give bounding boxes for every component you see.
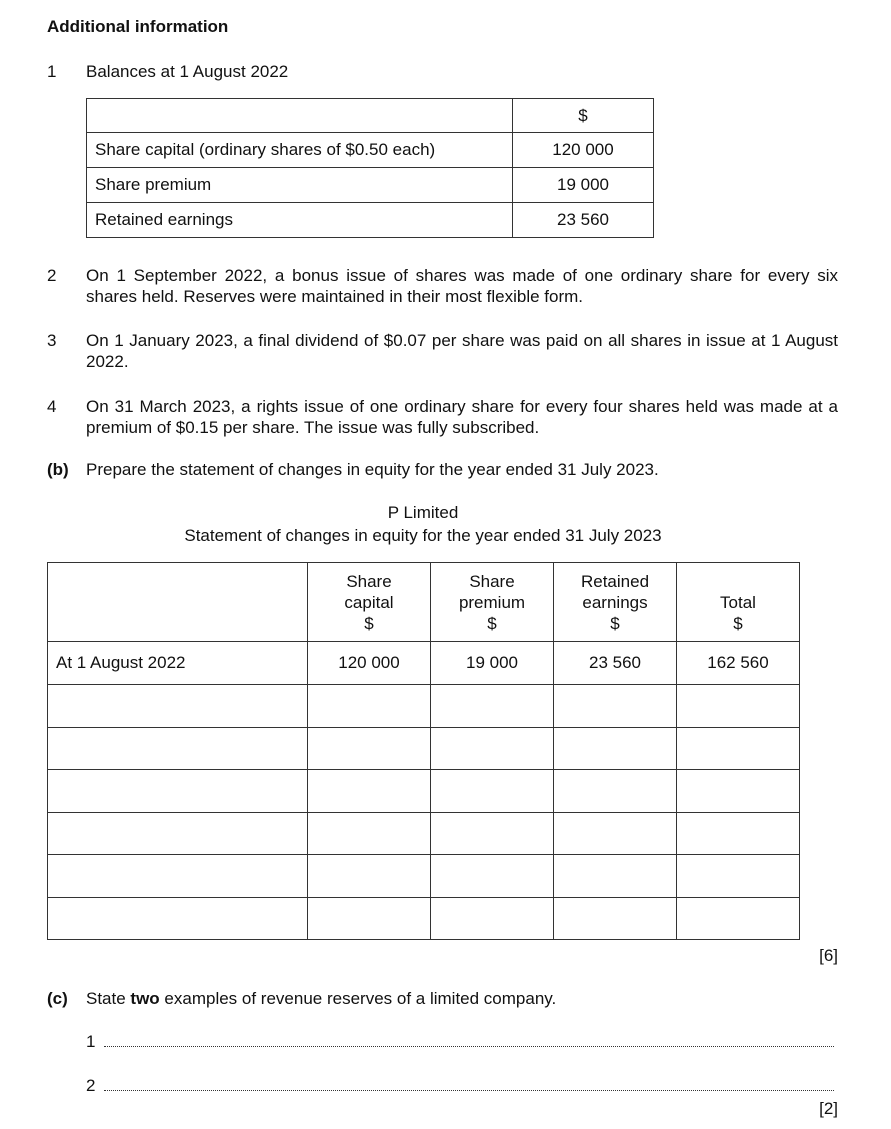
- answer-cell[interactable]: [48, 855, 308, 898]
- answer-number: 2: [86, 1076, 96, 1095]
- answer-cell[interactable]: [48, 897, 308, 940]
- col-header-line: $: [610, 613, 620, 633]
- answer-cell[interactable]: [431, 812, 554, 855]
- part-label: (b): [47, 460, 69, 479]
- answer-cell[interactable]: [308, 770, 431, 813]
- balance-label: Retained earnings: [87, 203, 513, 238]
- answer-cell[interactable]: [308, 812, 431, 855]
- answer-line-2[interactable]: [104, 1090, 834, 1091]
- question-text: Prepare the statement of changes in equity for the year ended 31 July 2023.: [86, 460, 659, 479]
- col-header-line: earnings: [582, 592, 648, 612]
- balance-value: 19 000: [513, 168, 654, 203]
- answer-cell[interactable]: [677, 812, 800, 855]
- answer-cell[interactable]: [554, 685, 677, 728]
- answer-cell[interactable]: [308, 855, 431, 898]
- balance-label: Share premium: [87, 168, 513, 203]
- item-number: 1: [47, 62, 57, 81]
- item-number: 2: [47, 266, 57, 285]
- currency-header: $: [513, 99, 654, 133]
- answer-line-1[interactable]: [104, 1046, 834, 1047]
- col-header-line: Retained: [580, 571, 650, 591]
- answer-cell[interactable]: [677, 727, 800, 770]
- balances-table: [86, 98, 654, 238]
- marks: [6]: [819, 946, 838, 965]
- answer-cell[interactable]: [308, 727, 431, 770]
- row-label: At 1 August 2022: [48, 642, 308, 685]
- text: examples of revenue reserves of a limited company.: [159, 989, 557, 1008]
- col-header-line: $: [487, 613, 497, 633]
- answer-row: [48, 897, 800, 940]
- item-number: 3: [47, 331, 57, 350]
- marks: [2]: [819, 1099, 838, 1118]
- company-name: P Limited: [387, 503, 459, 522]
- answer-cell[interactable]: [677, 770, 800, 813]
- item-text: Balances at 1 August 2022: [86, 62, 289, 81]
- col-header-line: $: [733, 613, 743, 633]
- answer-row: [48, 812, 800, 855]
- col-header-line: Share: [469, 571, 515, 591]
- answer-cell[interactable]: [677, 855, 800, 898]
- answer-cell[interactable]: [554, 727, 677, 770]
- item-text: On 31 March 2023, a rights issue of one ordinary share for every four shares held was made at a premium of $0.15 per share. The issue was fully subscribed.: [86, 397, 838, 437]
- section-heading: Additional information: [47, 17, 229, 36]
- answer-row: [48, 770, 800, 813]
- cell-value: 23 560: [554, 642, 677, 685]
- answer-row: [48, 855, 800, 898]
- answer-cell[interactable]: [554, 812, 677, 855]
- emphasis: two: [130, 989, 160, 1008]
- balance-value: 120 000: [513, 133, 654, 168]
- text: State: [86, 989, 131, 1008]
- answer-number: 1: [86, 1032, 96, 1051]
- answer-cell[interactable]: [48, 770, 308, 813]
- col-header-line: premium: [458, 592, 526, 612]
- answer-cell[interactable]: [431, 897, 554, 940]
- part-label: (c): [47, 989, 68, 1008]
- col-header-line: $: [364, 613, 374, 633]
- answer-cell[interactable]: [431, 727, 554, 770]
- col-header-line: Share: [346, 571, 392, 591]
- answer-cell[interactable]: [431, 770, 554, 813]
- cell-value: 120 000: [308, 642, 431, 685]
- cell-value: 19 000: [431, 642, 554, 685]
- answer-cell[interactable]: [48, 727, 308, 770]
- answer-row: [48, 685, 800, 728]
- item-number: 4: [47, 397, 57, 416]
- answer-row: [48, 727, 800, 770]
- answer-cell[interactable]: [308, 897, 431, 940]
- answer-cell[interactable]: [554, 770, 677, 813]
- col-header-line: capital: [344, 592, 394, 612]
- answer-cell[interactable]: [48, 812, 308, 855]
- answer-cell[interactable]: [677, 685, 800, 728]
- answer-cell[interactable]: [554, 855, 677, 898]
- answer-cell[interactable]: [48, 685, 308, 728]
- balance-value: 23 560: [513, 203, 654, 238]
- balance-label: Share capital (ordinary shares of $0.50 each): [87, 133, 513, 168]
- statement-title: Statement of changes in equity for the year ended 31 July 2023: [184, 526, 662, 545]
- cell-value: 162 560: [677, 642, 800, 685]
- question-text: [86, 988, 556, 1009]
- answer-cell[interactable]: [431, 855, 554, 898]
- answer-cell[interactable]: [431, 685, 554, 728]
- equity-statement-table: [47, 562, 800, 940]
- col-header-line: Total: [720, 592, 756, 612]
- item-text: On 1 January 2023, a final dividend of $0.07 per share was paid on all shares in issue at 1 August 2022.: [86, 331, 838, 371]
- answer-cell[interactable]: [308, 685, 431, 728]
- answer-cell[interactable]: [677, 897, 800, 940]
- answer-cell[interactable]: [554, 897, 677, 940]
- item-text: On 1 September 2022, a bonus issue of shares was made of one ordinary share for every six shares held. Reserves were maintained in their most flexible form.: [86, 266, 838, 306]
